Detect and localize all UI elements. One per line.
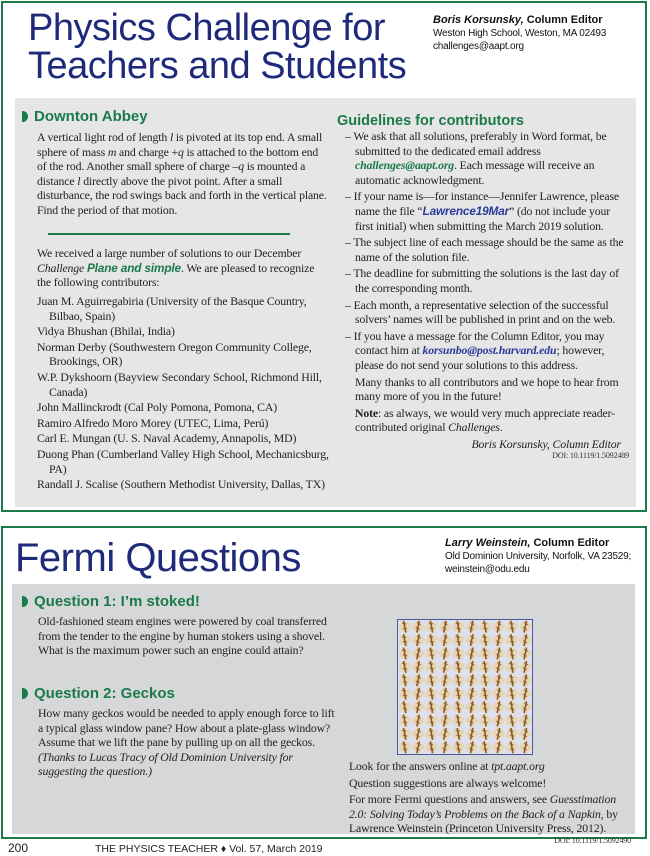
gecko-mark <box>517 620 532 635</box>
gecko-mark <box>464 672 480 688</box>
contributor-item: Juan M. Aguirregabiria (University of the Basque Country, Bilbao, Spain) <box>37 294 307 323</box>
gecko-mark <box>464 686 480 702</box>
gecko-mark <box>437 659 453 675</box>
contributor-item: John Mallinckrodt (Cal Poly Pomona, Pomona, CA) <box>37 400 278 415</box>
gecko-mark <box>517 699 532 715</box>
fermi-panel <box>12 584 635 845</box>
gecko-mark <box>517 686 532 702</box>
challenge-title: Physics Challenge for Teachers and Students <box>28 7 407 87</box>
gecko-mark <box>450 699 466 715</box>
journal-footer: THE PHYSICS TEACHER ♦ Vol. 57, March 2019 <box>95 843 323 855</box>
editor-email-link[interactable]: korsunbo@post.harvard.edu <box>422 343 557 358</box>
gecko-mark <box>437 620 453 635</box>
gecko-mark <box>410 632 426 648</box>
gecko-mark <box>477 726 493 742</box>
gecko-mark <box>464 739 480 754</box>
gecko-mark <box>398 672 413 688</box>
gecko-mark <box>410 686 426 702</box>
gecko-mark <box>450 659 466 675</box>
gecko-mark <box>398 699 413 715</box>
gecko-mark <box>490 645 506 661</box>
gecko-mark <box>410 659 426 675</box>
gecko-mark <box>398 713 413 729</box>
gecko-mark <box>477 646 493 662</box>
gecko-mark <box>450 713 466 729</box>
gecko-mark <box>424 686 440 702</box>
gecko-mark <box>517 672 532 688</box>
question-1-heading: Question 1: I’m stoked! <box>22 593 200 611</box>
gecko-mark <box>490 699 506 715</box>
previous-challenge-name: Plane and simple <box>86 260 181 275</box>
gecko-mark <box>464 726 480 742</box>
guideline-item: – The deadline for submitting the solutions is the last day of the corresponding month. <box>345 266 619 295</box>
physics-challenge-section <box>1 1 647 512</box>
gecko-mark <box>424 646 440 662</box>
gecko-mark <box>464 620 480 635</box>
problem-heading <box>22 108 148 126</box>
gecko-mark <box>424 632 440 648</box>
editor-name: Larry Weinstein, <box>445 537 531 549</box>
editor-role: Column Editor <box>526 14 603 26</box>
gecko-mark <box>464 659 480 675</box>
answers-link[interactable]: tpt.aapt.org <box>491 759 545 773</box>
fermi-doi: DOI: 10.1119/1.5092490 <box>554 835 631 845</box>
gecko-mark <box>398 620 413 635</box>
gecko-mark <box>450 726 466 742</box>
gecko-mark <box>450 739 466 754</box>
thanks-text: Many thanks to all contributors and we hope to hear from many more of you in the future! <box>355 374 619 404</box>
contributor-item: Vidya Bhushan (Bhilai, India) <box>37 324 175 339</box>
contributor-item: Duong Phan (Cumberland Valley High School, Mechanicsburg, PA) <box>37 446 329 476</box>
gecko-mark <box>504 646 520 662</box>
page-number: 200 <box>8 841 29 855</box>
gecko-mark <box>464 645 480 661</box>
contributors-list <box>37 294 333 493</box>
gecko-mark <box>517 712 532 728</box>
gecko-mark <box>504 726 520 742</box>
gecko-mark <box>437 686 453 702</box>
gecko-mark <box>517 632 532 648</box>
problem-heading-text: Downton Abbey <box>34 108 148 125</box>
gecko-mark <box>450 672 466 688</box>
gecko-mark <box>424 699 440 715</box>
gecko-mark <box>477 632 493 648</box>
gecko-mark <box>504 620 520 635</box>
bullet-icon <box>22 688 28 699</box>
gecko-mark <box>437 632 453 648</box>
contributor-item: Norman Derby (Southwestern Oregon Community College, Brookings, OR) <box>37 339 312 369</box>
divider-line <box>48 233 290 235</box>
guideline-item: – If you have a message for the Column Editor, you may contact him at korsunbo@post.harvard.edu; however, please do not send your solutions to this address. <box>345 328 605 372</box>
question-2-text: How many geckos would be needed to apply enough force to lift a typical glass window pane? How about a plate-glass window? Assume that we lift the pane by pulling up on all the geckos. (Thanks to Lucas Tracy of Old Dominion University for suggesting the question.) <box>38 706 335 779</box>
fermi-title: Fermi Questions <box>15 536 301 580</box>
gecko-mark <box>490 672 506 688</box>
gecko-mark <box>424 620 440 635</box>
gecko-mark <box>490 726 506 742</box>
gecko-mark <box>517 726 532 742</box>
gecko-mark <box>410 712 426 728</box>
gecko-mark <box>437 645 453 661</box>
gecko-mark <box>450 646 466 662</box>
guidelines-list <box>337 129 629 461</box>
challenge-doi: DOI: 10.1119/1.5092489 <box>552 451 629 461</box>
editor-name: Boris Korsunsky, <box>433 14 524 26</box>
gecko-mark <box>504 699 520 715</box>
gecko-mark <box>490 659 506 675</box>
gecko-mark <box>424 713 440 729</box>
gecko-mark <box>410 739 426 754</box>
gecko-mark <box>424 672 440 688</box>
gecko-mark <box>464 632 480 648</box>
gecko-mark <box>410 672 426 688</box>
fermi-info: Look for the answers online at tpt.aapt.org Question suggestions are always welcome! For more Fermi questions and answers, see Guesstimation 2.0: Solving Today’s Problems on the Back of a Napkin, by Lawrence Weinstein (Princeton University Press, 2012). DOI: 10.1119/1.5092490 <box>349 759 631 845</box>
gecko-mark <box>437 699 453 715</box>
note-text: Note: as always, we would very much appreciate reader-contributed original Challenges. <box>355 405 615 435</box>
gecko-mark <box>504 739 520 754</box>
editor-email[interactable]: weinstein@odu.edu <box>445 564 530 575</box>
guideline-item: – We ask that all solutions, preferably in Word format, be submitted to the dedicated email address challenges@aapt.org. Each message will receive an automatic acknowledgment. <box>345 129 607 187</box>
submission-email[interactable]: challenges@aapt.org <box>355 158 455 173</box>
contributor-item: W.P. Dykshoorn (Bayview Secondary School, Richmond Hill, Canada) <box>37 369 322 399</box>
gecko-mark <box>477 620 493 635</box>
bullet-icon <box>22 111 28 122</box>
suggestions-text: Question suggestions are always welcome! <box>349 775 547 790</box>
gecko-mark <box>477 699 493 715</box>
gecko-mark <box>424 726 440 742</box>
example-filename: Lawrence19Mar <box>422 203 510 218</box>
contributor-item: Ramiro Alfredo Moro Morey (UTEC, Lima, Perú) <box>37 415 269 430</box>
gecko-mark <box>504 672 520 688</box>
editor-affiliation: Old Dominion University, Norfolk, VA 23529; <box>445 551 632 562</box>
contributor-item: Carl E. Mungan (U. S. Naval Academy, Annapolis, MD) <box>37 431 297 446</box>
gecko-mark <box>398 726 413 742</box>
gecko-mark <box>464 699 480 715</box>
gecko-mark <box>490 632 506 648</box>
signature: Boris Korsunsky, Column Editor <box>471 436 621 451</box>
fermi-editor-info <box>445 537 631 576</box>
bullet-icon <box>22 596 28 607</box>
gecko-mark <box>464 712 480 728</box>
gecko-mark <box>490 739 506 754</box>
gecko-mark <box>424 659 440 675</box>
editor-email[interactable]: challenges@aapt.org <box>433 41 524 52</box>
gecko-grid-icon <box>397 619 533 755</box>
gecko-mark <box>517 645 532 661</box>
gecko-mark <box>410 645 426 661</box>
gecko-mark <box>398 659 413 675</box>
gecko-mark <box>410 726 426 742</box>
received-text: We received a large number of solutions to our December Challenge Plane and simple. We are pleased to recognize the following contributors: <box>37 246 315 290</box>
gecko-mark <box>398 646 413 662</box>
guideline-item: – If your name is—for instance—Jennifer Lawrence, please name the file “Lawrence19Mar” (do not include your first initial) when submitting the March 2019 solution. <box>345 189 619 233</box>
gecko-mark <box>437 726 453 742</box>
gecko-mark <box>490 712 506 728</box>
editor-affiliation: Weston High School, Weston, MA 02493 <box>433 28 607 39</box>
guideline-item: – The subject line of each message should be the same as the name of the solution file. <box>345 235 624 264</box>
gecko-mark <box>450 632 466 648</box>
gecko-mark <box>477 739 493 754</box>
contributor-item: Randall J. Scalise (Southern Methodist University, Dallas, TX) <box>37 477 325 492</box>
gecko-mark <box>517 659 532 675</box>
gecko-mark <box>437 712 453 728</box>
question-2-heading: Question 2: Geckos <box>22 685 175 703</box>
gecko-mark <box>504 659 520 675</box>
gecko-mark <box>450 620 466 635</box>
gecko-mark <box>477 686 493 702</box>
gecko-mark <box>437 739 453 754</box>
problem-text: A vertical light rod of length l is pivoted at its top end. A small sphere of mass m and charge +q is attached to the bottom end of the rod. Another small sphere of charge –q is mounted a distance l directly above the pivot point. After a small disturbance, the rod swings back and forth in the vertical plane. Find the period of that motion. <box>37 130 327 217</box>
challenge-panel <box>15 98 636 507</box>
gecko-mark <box>410 699 426 715</box>
gecko-mark <box>398 632 413 648</box>
guideline-item: – Each month, a representative selection of the successful solvers’ names will be published in print and on the web. <box>345 297 616 327</box>
gecko-mark <box>504 713 520 729</box>
question-1-text: Old-fashioned steam engines were powered by coal transferred from the tender to the engine by human stokers using a shovel. What is the maximum power such an engine could attain? <box>38 614 327 658</box>
gecko-mark <box>450 686 466 702</box>
gecko-mark <box>477 672 493 688</box>
gecko-mark <box>477 713 493 729</box>
gecko-mark <box>504 632 520 648</box>
gecko-mark <box>477 659 493 675</box>
book-title: Guesstimation 2.0: Solving Today’s Problems on the Back of a Napkin, <box>349 792 616 821</box>
editor-role: Column Editor <box>533 537 610 549</box>
gecko-mark <box>424 739 440 754</box>
gecko-mark <box>410 620 426 635</box>
gecko-mark <box>437 672 453 688</box>
gecko-grid-svg <box>398 620 532 754</box>
guidelines-heading: Guidelines for contributors <box>337 113 524 129</box>
challenge-editor-info <box>433 14 606 53</box>
gecko-mark <box>504 686 520 702</box>
gecko-mark <box>398 739 413 754</box>
gecko-mark <box>490 686 506 702</box>
gecko-mark <box>398 686 413 702</box>
fermi-questions-section <box>1 526 647 845</box>
gecko-mark <box>517 739 532 754</box>
gecko-mark <box>490 620 506 635</box>
